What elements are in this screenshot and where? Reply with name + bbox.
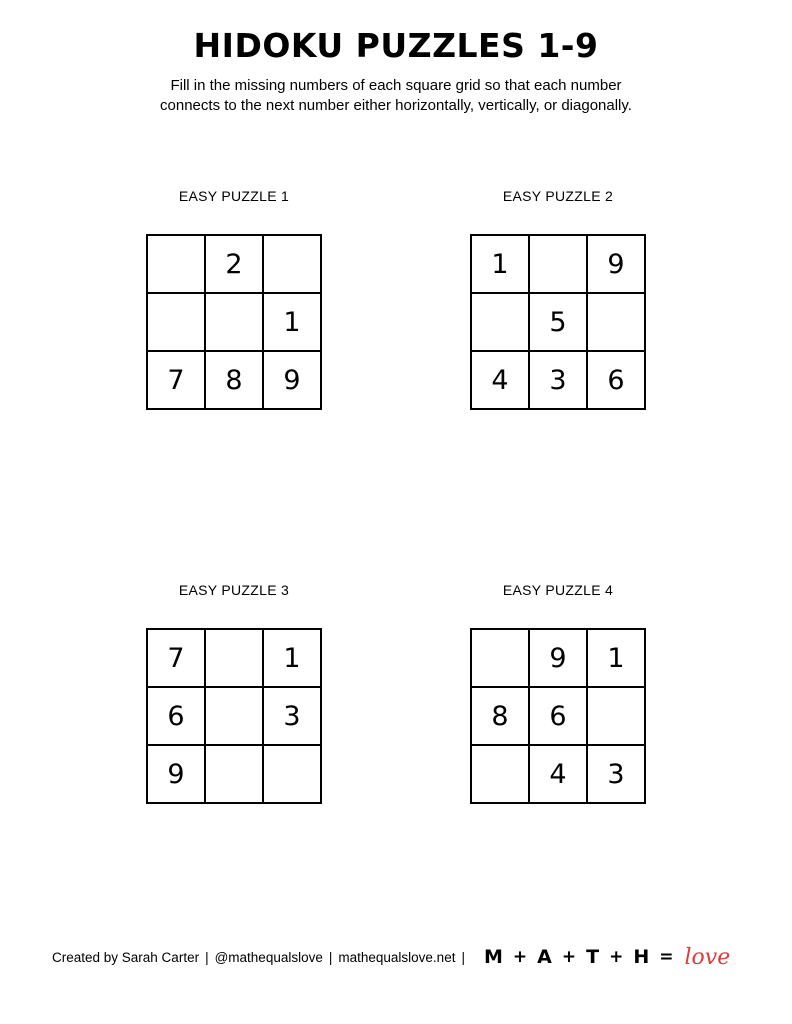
footer-separator: | [328, 949, 333, 965]
footer [52, 940, 735, 974]
puzzle-4-cell[interactable] [587, 687, 645, 745]
brand-equals: = [659, 947, 674, 967]
puzzle-3-cell[interactable]: 9 [147, 745, 205, 803]
puzzle-3-label: EASY PUZZLE 3 [178, 582, 290, 598]
puzzle-4-grid [470, 628, 646, 804]
puzzle-3-cell[interactable] [205, 745, 263, 803]
puzzle-1-cell[interactable] [205, 293, 263, 351]
footer-handle: @mathequalslove [214, 949, 323, 965]
puzzle-1-cell[interactable]: 8 [205, 351, 263, 409]
brand-plus: + [609, 947, 624, 967]
puzzle-2-cell[interactable]: 5 [529, 293, 587, 351]
puzzle-2-cell[interactable] [471, 293, 529, 351]
footer-website: mathequalslove.net [338, 949, 456, 965]
puzzle-1-cell[interactable]: 2 [205, 235, 263, 293]
footer-separator: | [205, 949, 209, 965]
puzzle-4-label: EASY PUZZLE 4 [502, 582, 614, 598]
puzzle-3-grid [146, 628, 322, 804]
brand-logo [479, 945, 735, 970]
puzzle-3-cell[interactable]: 3 [263, 687, 321, 745]
puzzle-4-cell[interactable]: 8 [471, 687, 529, 745]
puzzle-1-cell[interactable] [263, 235, 321, 293]
puzzle-3-cell[interactable]: 6 [147, 687, 205, 745]
puzzle-2-grid [470, 234, 646, 410]
puzzle-4-cell[interactable]: 9 [529, 629, 587, 687]
puzzle-2-cell[interactable] [529, 235, 587, 293]
puzzle-4-cell[interactable]: 6 [529, 687, 587, 745]
puzzle-2-cell[interactable]: 4 [471, 351, 529, 409]
puzzle-4-cell[interactable]: 4 [529, 745, 587, 803]
puzzle-1-cell[interactable] [147, 235, 205, 293]
brand-letter-t: T [586, 946, 600, 968]
brand-letter-h: H [633, 946, 650, 968]
instructions-line-1: Fill in the missing numbers of each square grid so that each number [170, 77, 622, 94]
puzzle-3-cell[interactable]: 1 [263, 629, 321, 687]
brand-plus: + [561, 947, 577, 967]
brand-letter-a: A [537, 946, 552, 968]
instructions [0, 76, 792, 116]
puzzle-2-cell[interactable]: 9 [587, 235, 645, 293]
puzzle-4-cell[interactable] [471, 629, 529, 687]
brand-plus: + [512, 947, 528, 967]
puzzle-2-label: EASY PUZZLE 2 [502, 188, 614, 204]
brand-letter-m: M [483, 946, 503, 968]
puzzle-1-label: EASY PUZZLE 1 [178, 188, 290, 204]
puzzle-1-cell[interactable] [147, 293, 205, 351]
puzzle-2-cell[interactable]: 1 [471, 235, 529, 293]
puzzle-3-cell[interactable] [205, 629, 263, 687]
puzzle-3-cell[interactable]: 7 [147, 629, 205, 687]
puzzle-3-cell[interactable] [263, 745, 321, 803]
puzzle-1-grid [146, 234, 322, 410]
puzzle-2-cell[interactable]: 3 [529, 351, 587, 409]
puzzle-1-cell[interactable]: 9 [263, 351, 321, 409]
puzzle-4-cell[interactable] [471, 745, 529, 803]
instructions-line-2: connects to the next number either horizontally, vertically, or diagonally. [160, 97, 632, 114]
puzzle-4-cell[interactable]: 1 [587, 629, 645, 687]
brand-love-script: love [684, 944, 731, 970]
footer-credit: Created by Sarah Carter [52, 949, 200, 965]
puzzle-2-cell[interactable] [587, 293, 645, 351]
footer-separator: | [461, 949, 465, 965]
puzzle-1-cell[interactable]: 1 [263, 293, 321, 351]
puzzle-1-cell[interactable]: 7 [147, 351, 205, 409]
puzzle-2-cell[interactable]: 6 [587, 351, 645, 409]
page-title: HIDOKU PUZZLES 1-9 [193, 26, 599, 65]
puzzle-3-cell[interactable] [205, 687, 263, 745]
puzzle-4-cell[interactable]: 3 [587, 745, 645, 803]
